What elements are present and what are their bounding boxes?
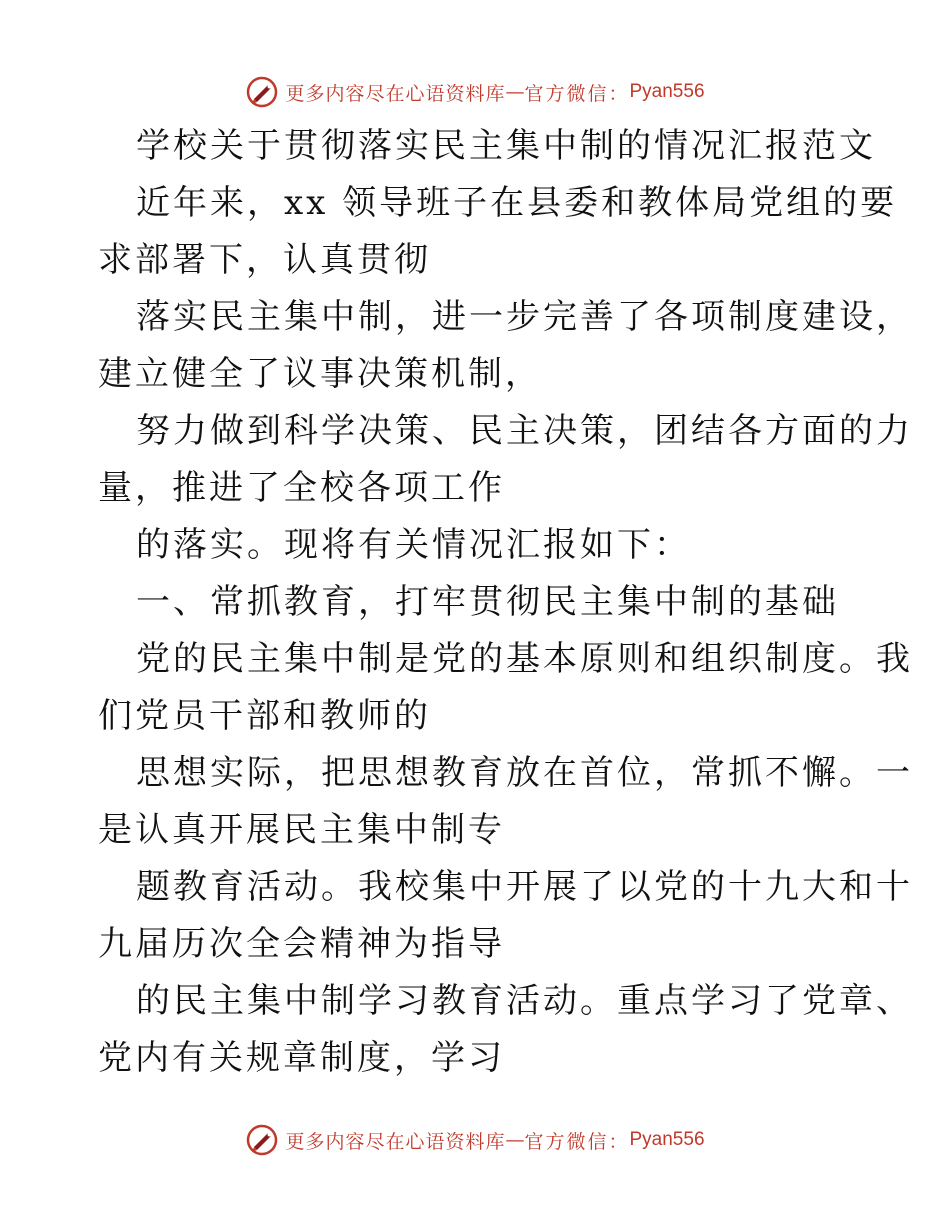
body-line: 党内有关规章制度，学习 xyxy=(98,1038,505,1078)
footer-dash: — xyxy=(505,1129,525,1151)
header-site-name: 更多内容尽在心语资料库 xyxy=(285,82,506,105)
body-line: 近年来，xx 领导班子在县委和教体局党组的要 xyxy=(136,183,898,223)
section-heading: 一、常抓教育，打牢贯彻民主集中制的基础 xyxy=(136,582,839,622)
header-wechat-label: 官方微信： xyxy=(524,82,630,105)
header-banner xyxy=(0,72,950,112)
body-line: 题教育活动。我校集中开展了以党的十九大和十 xyxy=(136,867,913,907)
body-line: 党的民主集中制是党的基本原则和组织制度。我 xyxy=(136,639,913,679)
document-title: 学校关于贯彻落实民主集中制的情况汇报范文 xyxy=(136,126,876,166)
body-line: 建立健全了议事决策机制， xyxy=(98,354,542,394)
body-line: 求部署下，认真贯彻 xyxy=(98,240,431,280)
document-body xyxy=(98,118,913,1087)
pen-logo-icon xyxy=(245,75,279,109)
header-dash: — xyxy=(505,81,525,103)
body-line: 九届历次全会精神为指导 xyxy=(98,924,505,964)
body-line: 努力做到科学决策、民主决策，团结各方面的力 xyxy=(136,411,913,451)
body-line: 是认真开展民主集中制专 xyxy=(98,810,505,850)
body-line: 思想实际，把思想教育放在首位，常抓不懈。一 xyxy=(136,753,913,793)
pen-logo-icon xyxy=(245,1123,279,1157)
body-line: 量，推进了全校各项工作 xyxy=(98,468,505,508)
footer-banner xyxy=(0,1120,950,1160)
body-line: 的民主集中制学习教育活动。重点学习了党章、 xyxy=(136,981,913,1021)
footer-wechat-label: 官方微信： xyxy=(524,1130,630,1153)
body-line: 落实民主集中制，进一步完善了各项制度建设， xyxy=(136,297,913,337)
body-line: 们党员干部和教师的 xyxy=(98,696,431,736)
footer-wechat-id: Pyan556 xyxy=(629,1129,705,1150)
header-wechat-id: Pyan556 xyxy=(629,81,705,102)
footer-site-name: 更多内容尽在心语资料库 xyxy=(285,1130,506,1153)
body-line: 的落实。现将有关情况汇报如下： xyxy=(136,525,691,565)
